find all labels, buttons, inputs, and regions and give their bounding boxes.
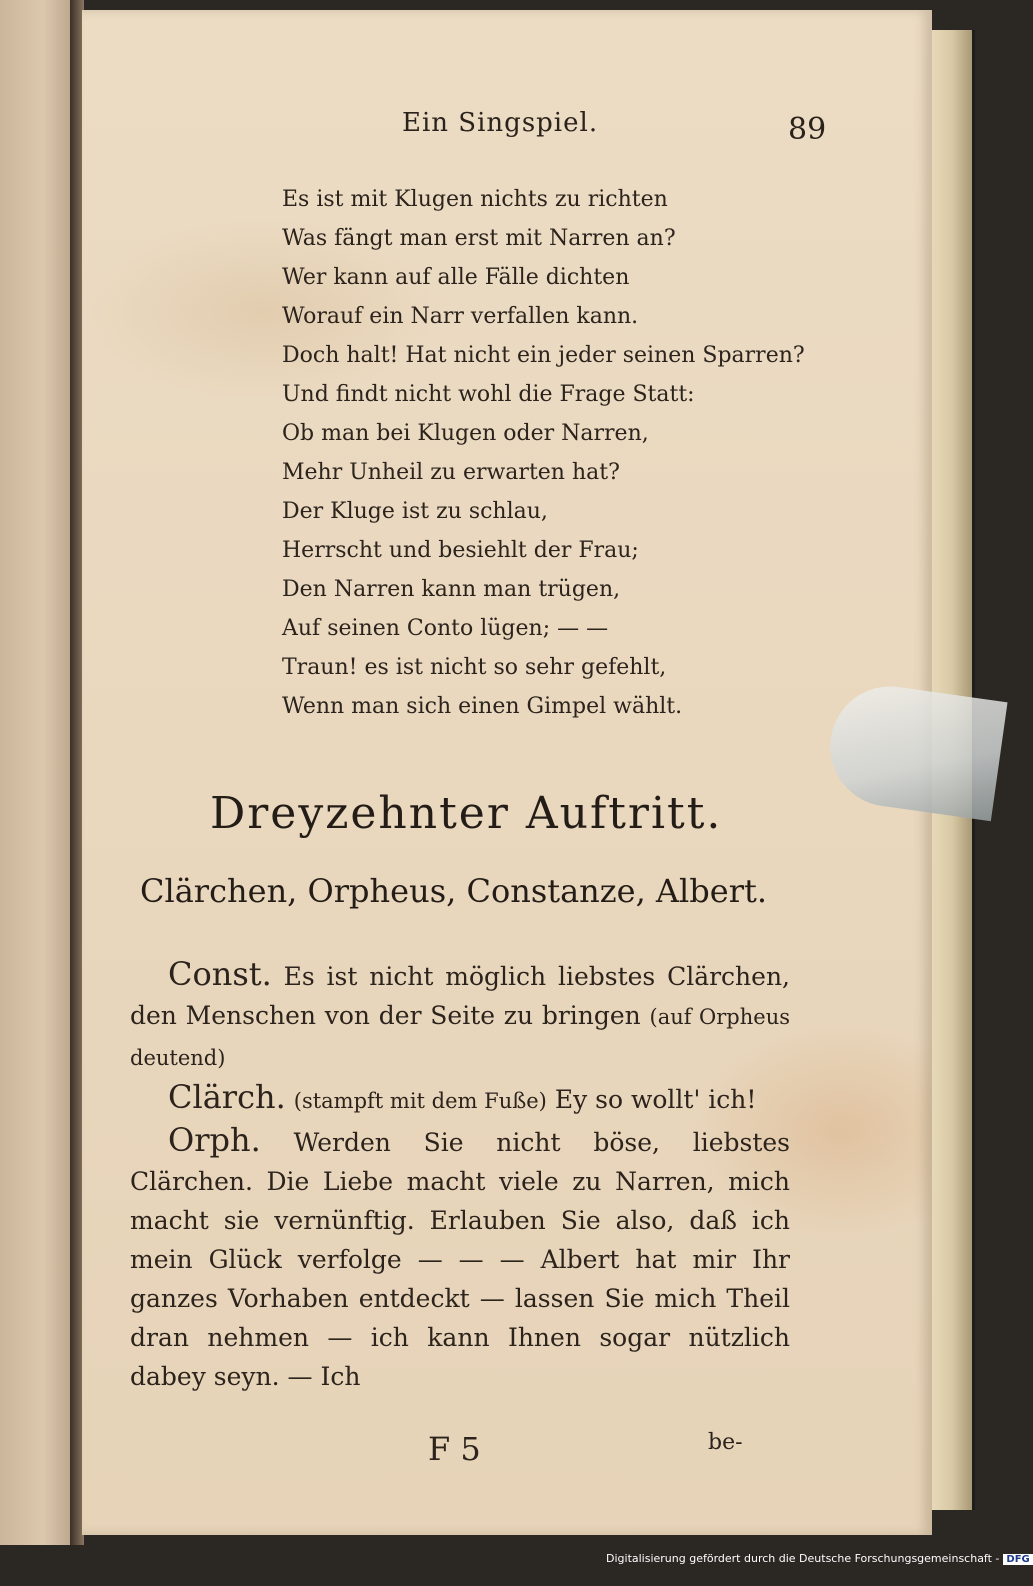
credit-text: Digitalisierung gefördert durch die Deutsche Forschungsgemeinschaft -: [606, 1552, 1000, 1565]
poem-line: Auf seinen Conto lügen; — —: [282, 616, 609, 641]
dialogue: [130, 955, 790, 1396]
poem-line: Worauf ein Narr verfallen kann.: [282, 304, 639, 329]
poem-line: Herrscht und besiehlt der Frau;: [282, 538, 639, 563]
poem: [282, 180, 842, 726]
poem-line: Der Kluge ist zu schlau,: [282, 499, 548, 524]
stage-direction: (stampft mit dem Fuße): [293, 1089, 547, 1113]
poem-line: Und findt nicht wohl die Frage Statt:: [282, 382, 695, 407]
speaker-name: Const.: [168, 955, 272, 993]
poem-line: Traun! es ist nicht so sehr gefehlt,: [282, 655, 667, 680]
dfg-logo: DFG: [1003, 1554, 1032, 1565]
stage-direction: (auf Orpheus deutend): [130, 1005, 790, 1070]
speaker-name: Orph.: [168, 1121, 261, 1159]
dialogue-paragraph: [130, 1121, 790, 1396]
poem-line: Es ist mit Klugen nichts zu richten: [282, 187, 668, 212]
digitization-credit: [606, 1552, 1033, 1565]
speech-text: Es ist nicht möglich liebstes Clärchen, den Menschen von der Seite zu bringen: [130, 962, 791, 1030]
catchword: be-: [708, 1430, 743, 1455]
scene-title: Dreyzehnter Auftritt.: [210, 788, 723, 839]
speech-text: Ey so wollt' ich!: [554, 1085, 757, 1114]
speech-text: Werden Sie nicht böse, liebstes Clärchen. Die Liebe macht viele zu Narren, mich macht sie vernünftig. Erlauben Sie also, daß ich mein Glück verfolge — — — Albert hat mir Ihr ganzes Vorhaben entdeckt — lassen Sie mich Theil dran nehmen — ich kann Ihnen sogar nützlich dabey seyn. — Ich: [130, 1128, 790, 1391]
poem-line: Den Narren kann man trügen,: [282, 577, 621, 602]
page-number: 89: [788, 112, 827, 147]
poem-line: Wenn man sich einen Gimpel wählt.: [282, 694, 683, 719]
poem-line: Doch halt! Hat nicht ein jeder seinen Sparren?: [282, 343, 805, 368]
dialogue-paragraph: [130, 955, 790, 1078]
poem-line: Ob man bei Klugen oder Narren,: [282, 421, 649, 446]
poem-line: Mehr Unheil zu erwarten hat?: [282, 460, 620, 485]
speaker-name: Clärch.: [168, 1078, 286, 1116]
cast-list: Clärchen, Orpheus, Constanze, Albert.: [140, 872, 768, 910]
poem-line: Was fängt man erst mit Narren an?: [282, 226, 676, 251]
dialogue-paragraph: [130, 1078, 790, 1121]
left-page-edge: [0, 0, 74, 1545]
running-title: Ein Singspiel.: [402, 108, 599, 138]
signature-mark: F 5: [428, 1430, 481, 1468]
poem-line: Wer kann auf alle Fälle dichten: [282, 265, 630, 290]
